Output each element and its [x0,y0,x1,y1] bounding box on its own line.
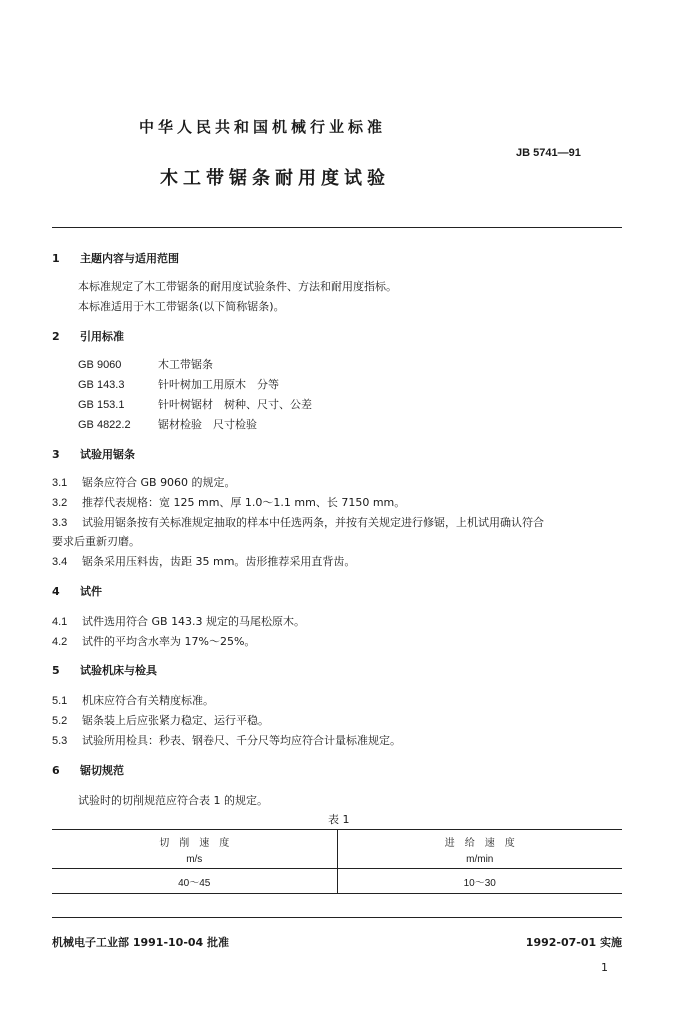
reference-item [78,416,257,432]
section-number: 1 [52,252,60,265]
reference-item [78,376,279,392]
column-header-label: 切 削 速 度 [159,837,230,849]
section-number: 4 [52,585,60,598]
clause [52,692,214,708]
clause-number: 3.1 [52,477,68,489]
section-3-heading [52,446,135,462]
reference-title: 针叶树加工用原木 分等 [158,378,279,391]
header-rule [52,227,622,228]
clause-number: 3.3 [52,517,68,529]
clause-text: 试验所用检具：秒表、钢卷尺、千分尺等均应符合计量标准规定。 [82,734,401,747]
section-number: 3 [52,448,60,461]
clause [52,613,305,629]
reference-title: 针叶树锯材 树种、尺寸、公差 [158,398,312,411]
section-title: 引用标准 [80,330,124,343]
section-4-heading [52,583,102,599]
section-1-paragraph: 本标准规定了木工带锯条的耐用度试验条件、方法和耐用度指标。 [78,280,397,293]
reference-item [78,396,312,412]
column-header-label: 进 给 速 度 [444,837,515,849]
approval-note: 机械电子工业部 1991-10-04 批准 [52,936,230,949]
table-header-cell [52,830,337,869]
reference-code: GB 4822.2 [78,419,131,431]
section-1-heading [52,250,179,266]
reference-title: 木工带锯条 [158,358,213,371]
reference-item [78,356,213,372]
issuing-body-title: 中华人民共和国机械行业标准 [139,118,387,136]
effective-date-note: 1992-07-01 实施 [525,936,622,949]
section-title: 主题内容与适用范围 [80,252,179,265]
clause-text: 试件选用符合 GB 143.3 规定的马尾松原木。 [82,615,306,628]
clause [52,732,401,748]
clause-number: 5.3 [52,735,68,747]
section-number: 6 [52,764,60,777]
clause [52,474,236,490]
reference-code: GB 9060 [78,359,122,371]
section-6-paragraph: 试验时的切削规范应符合表 1 的规定。 [78,794,268,807]
clause [52,633,255,649]
clause-text: 要求后重新刃磨。 [52,535,140,548]
table-cell: 10～30 [463,877,496,889]
section-title: 试验机床与检具 [80,664,157,677]
table-header-row [52,830,622,869]
table-caption: 表 1 [328,813,350,826]
clause-text: 试件的平均含水率为 17%～25%。 [82,635,256,648]
section-6-heading [52,762,124,778]
reference-title: 锯材检验 尺寸检验 [158,418,257,431]
section-number: 5 [52,664,60,677]
section-2-heading [52,328,124,344]
clause-text: 锯条装上后应张紧力稳定、运行平稳。 [82,714,269,727]
clause-continuation [52,533,140,549]
section-title: 试验用锯条 [80,448,135,461]
clause-number: 5.2 [52,715,68,727]
clause-text: 锯条采用压料齿，齿距 35 mm。齿形推荐采用直背齿。 [82,555,356,568]
clause-text: 锯条应符合 GB 9060 的规定。 [82,476,236,489]
clause-number: 4.1 [52,616,68,628]
clause-number: 3.2 [52,497,68,509]
clause [52,712,269,728]
standard-code: JB 5741—91 [516,147,581,159]
clause-text: 机床应符合有关精度标准。 [82,694,214,707]
clause [52,514,544,530]
table-row [52,869,622,894]
clause [52,553,355,569]
clause-number: 4.2 [52,636,68,648]
section-title: 试件 [80,585,102,598]
table-header-cell [337,830,622,869]
section-5-heading [52,662,157,678]
clause-number: 3.4 [52,556,68,568]
table-cell: 40～45 [52,869,337,894]
section-1-paragraph: 本标准适用于木工带锯条(以下简称锯条)。 [78,300,285,313]
column-header-unit: m/min [466,853,494,865]
clause-number: 5.1 [52,695,68,707]
clause-text: 试验用锯条按有关标准规定抽取的样本中任选两条，并按有关规定进行修锯，上机试用确认符合 [82,516,544,529]
footer-rule [52,917,622,918]
reference-code: GB 153.1 [78,399,125,411]
clause-text: 推荐代表规格：宽 125 mm、厚 1.0～1.1 mm、长 7150 mm。 [82,496,406,509]
section-title: 锯切规范 [80,764,124,777]
document-title: 木工带锯条耐用度试验 [160,168,390,189]
clause [52,494,405,510]
cutting-parameters-table [52,829,622,894]
page-number: 1 [601,961,608,974]
column-header-unit: m/s [186,853,203,865]
section-number: 2 [52,330,60,343]
reference-code: GB 143.3 [78,379,125,391]
